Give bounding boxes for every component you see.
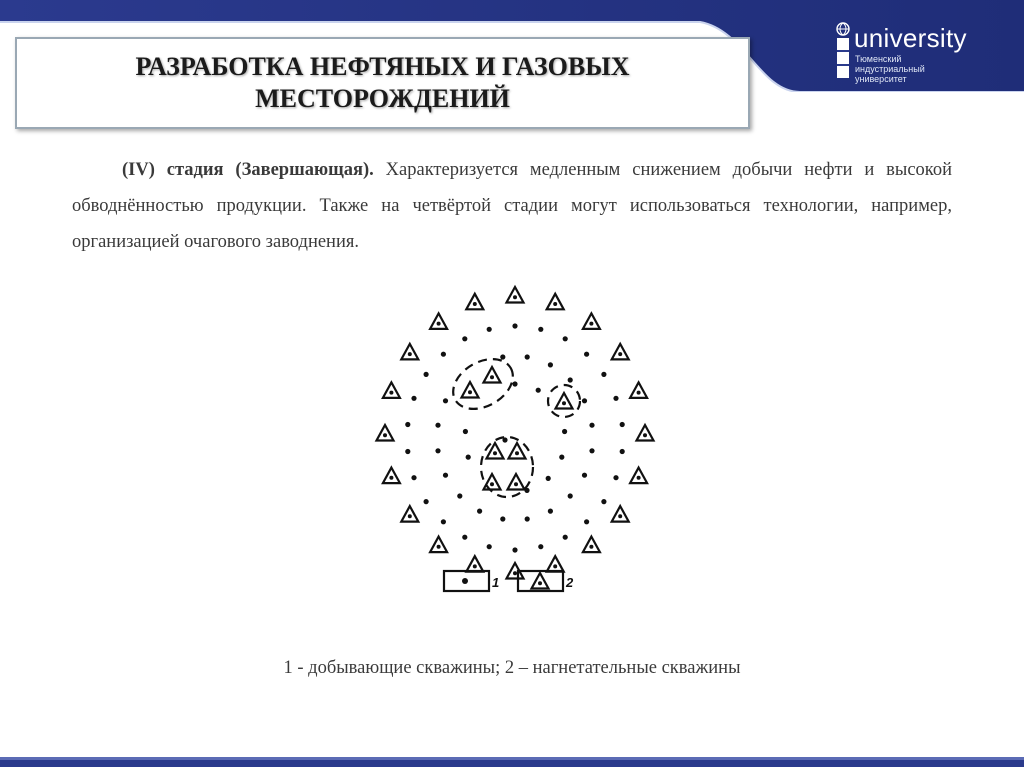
production-well: [582, 398, 587, 403]
production-well: [536, 388, 541, 393]
production-well: [424, 372, 429, 377]
injection-well: [583, 313, 600, 329]
production-well: [620, 422, 625, 427]
production-well: [538, 327, 543, 332]
production-well: [411, 475, 416, 480]
legend-producer-dot: [462, 578, 468, 584]
production-well: [525, 354, 530, 359]
injection-well: [430, 313, 447, 329]
production-well: [411, 396, 416, 401]
legend-label-1: 1: [492, 575, 500, 590]
injection-well: [583, 537, 600, 553]
production-well: [613, 475, 618, 480]
legend-injector-triangle: [532, 573, 549, 589]
production-well: [538, 544, 543, 549]
injection-well: [637, 425, 654, 441]
page-title: [135, 51, 629, 115]
injection-well: [630, 382, 647, 398]
production-well: [582, 473, 587, 478]
logo-bar-icon: [837, 38, 849, 78]
production-well: [546, 476, 551, 481]
production-well: [568, 493, 573, 498]
injection-well: [630, 468, 647, 484]
production-well: [584, 352, 589, 357]
footer-bar: [0, 757, 1024, 767]
logo-subtitle: [855, 54, 965, 84]
injection-well: [612, 344, 629, 360]
focal-injection-well: [484, 474, 501, 490]
title-box: [15, 37, 750, 129]
production-well: [589, 448, 594, 453]
focal-injection-well: [462, 382, 479, 398]
production-well: [512, 323, 517, 328]
university-logo: [836, 22, 1006, 86]
production-well: [477, 509, 482, 514]
title-line-2: МЕСТОРОЖДЕНИЙ: [255, 84, 510, 113]
injection-well: [401, 506, 418, 521]
focal-injection-well: [556, 393, 573, 409]
logo-wordmark: university: [854, 23, 967, 53]
production-well: [512, 547, 517, 552]
production-well: [441, 352, 446, 357]
injection-well: [383, 468, 400, 484]
logo-sub-line-2: индустриальный: [855, 64, 925, 74]
production-well: [589, 423, 594, 428]
title-line-1: РАЗРАБОТКА НЕФТЯНЫХ И ГАЗОВЫХ: [135, 52, 630, 81]
injection-well: [612, 506, 629, 521]
production-well: [525, 516, 530, 521]
injection-well: [401, 344, 418, 360]
focal-injection-well: [509, 443, 526, 459]
production-well: [500, 354, 505, 359]
focal-injection-well: [508, 474, 525, 490]
production-well: [462, 535, 467, 540]
injection-wells: [377, 287, 654, 579]
logo-sub-line-3: университет: [855, 74, 907, 84]
production-well: [487, 544, 492, 549]
production-well: [443, 398, 448, 403]
production-well: [457, 493, 462, 498]
globe-icon: [836, 22, 850, 36]
production-well: [424, 499, 429, 504]
waterflood-focus-areas: [444, 349, 580, 497]
production-well: [601, 499, 606, 504]
production-well: [563, 336, 568, 341]
production-well: [405, 449, 410, 454]
injection-well: [466, 556, 483, 572]
production-well: [548, 509, 553, 514]
diagram-caption: 1 - добывающие скважины; 2 – нагнетательные скважины: [283, 658, 741, 678]
production-well: [548, 362, 553, 367]
injection-well: [547, 556, 564, 572]
stage-text: Характеризуется медленным снижением добычи нефти и высокой обводнённостью продукции. Также на четвёртой стадии могут использоваться технологии, например, организацией очагового заводнения.: [72, 160, 952, 252]
production-well: [500, 516, 505, 521]
injection-well: [466, 294, 483, 310]
production-well: [405, 422, 410, 427]
production-well: [563, 535, 568, 540]
production-well: [562, 429, 567, 434]
production-well: [584, 519, 589, 524]
focal-injection-well: [484, 367, 501, 383]
injection-well: [383, 382, 400, 398]
production-well: [512, 381, 517, 386]
focus-area-3: [481, 437, 533, 497]
production-well: [487, 327, 492, 332]
stage-description: [72, 152, 952, 260]
production-well: [435, 423, 440, 428]
injection-well: [507, 287, 524, 303]
focus-area-1: [444, 349, 521, 419]
production-well: [466, 455, 471, 460]
injection-well: [377, 425, 394, 441]
well-pattern-diagram: [365, 280, 665, 605]
logo-sub-line-1: Тюменский: [855, 54, 902, 64]
production-well: [620, 449, 625, 454]
production-well: [435, 448, 440, 453]
production-well: [559, 455, 564, 460]
stage-label: (IV) стадия (Завершающая).: [122, 160, 374, 180]
injection-well: [430, 537, 447, 553]
legend-label-2: 2: [566, 575, 574, 590]
production-well: [441, 519, 446, 524]
production-well: [613, 396, 618, 401]
production-well: [443, 473, 448, 478]
production-well: [601, 372, 606, 377]
production-well: [568, 377, 573, 382]
production-well: [463, 429, 468, 434]
injection-well: [547, 294, 564, 310]
production-well: [462, 336, 467, 341]
